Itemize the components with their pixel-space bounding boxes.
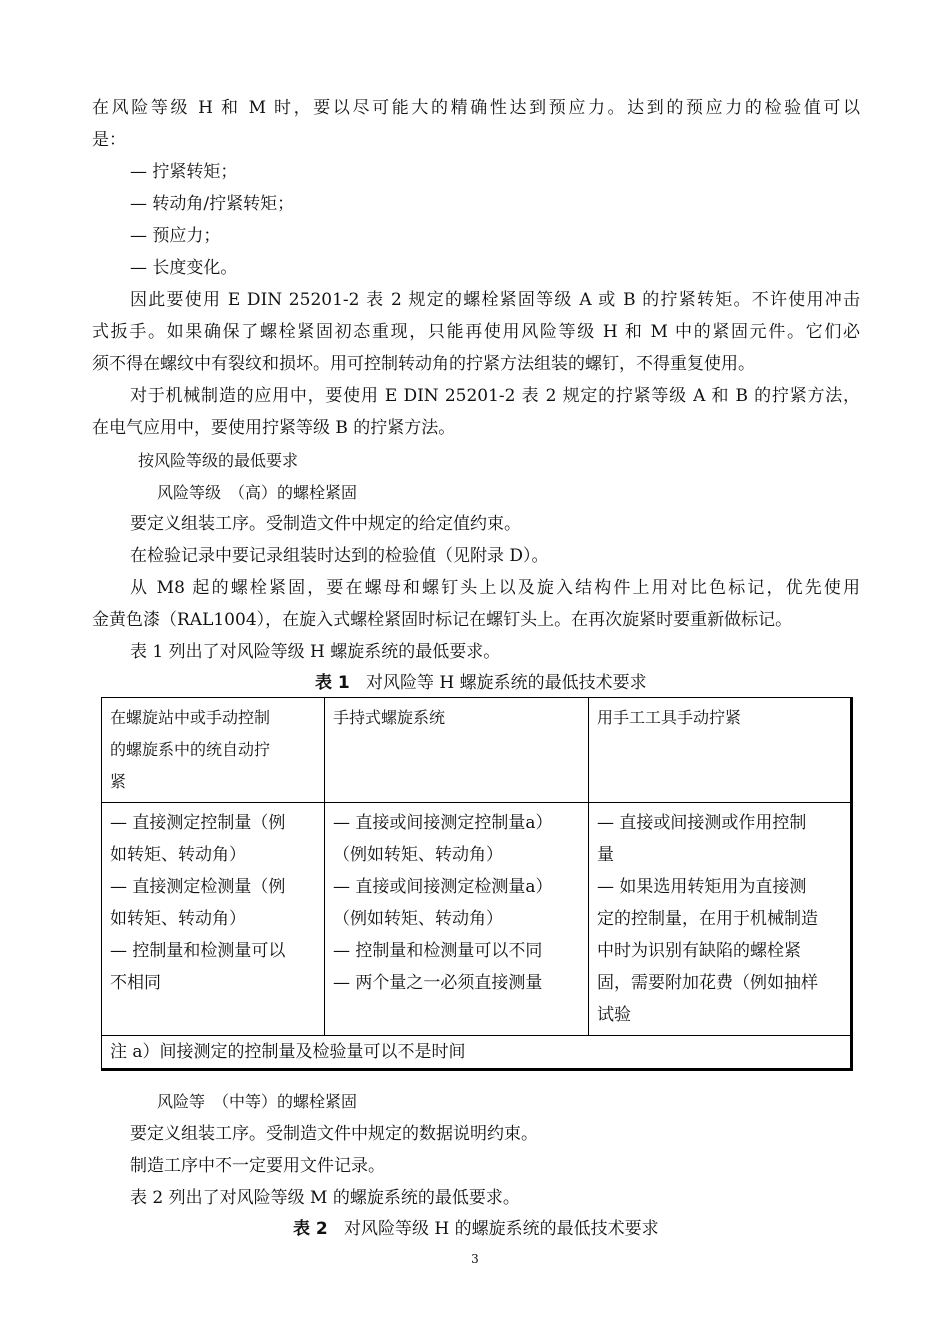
cell-line: — 直接测定控制量（例 — [110, 813, 286, 833]
header-line: 手持式螺旋系统 — [333, 708, 446, 727]
high-para-1: 要定义组装工序。受制造文件中规定的给定值约束。 — [130, 514, 521, 534]
para2-line-1: 因此要使用 E DIN 25201-2 表 2 规定的螺栓紧固等级 A 或 B 的拧紧转矩。不许使用冲击 — [130, 290, 860, 310]
cell-line: （例如转矩、转动角） — [333, 845, 503, 865]
cell-line: 量 — [597, 845, 614, 865]
table-cell — [325, 803, 589, 1036]
high-para-2: 在检验记录中要记录组装时达到的检验值（见附录 D）。 — [130, 546, 549, 566]
cell-line: 如转矩、转动角） — [110, 845, 246, 865]
table2-caption-text: 对风险等级 H 的螺旋系统的最低技术要求 — [343, 1219, 659, 1239]
high-para-3-line-1: 从 M8 起的螺栓紧固，要在螺母和螺钉头上以及旋入结构件上用对比色标记，优先使用 — [130, 578, 860, 598]
cell-line: （例如转矩、转动角） — [333, 909, 503, 929]
header-line: 的螺旋系中的统自动拧 — [110, 740, 271, 759]
cell-line: 如转矩、转动角） — [110, 909, 246, 929]
cell-line: 定的控制量，在用于机械制造 — [597, 909, 818, 929]
para2-line-2: 式扳手。如果确保了螺栓紧固初态重现，只能再使用风险等级 H 和 M 中的紧固元件。它们必 — [92, 322, 860, 342]
table-header-cell — [589, 698, 852, 803]
header-line: 在螺旋站中或手动控制 — [110, 708, 271, 727]
mid-para-1: 要定义组装工序。受制造文件中规定的数据说明约束。 — [130, 1124, 538, 1144]
cell-line: — 直接或间接测或作用控制 — [597, 813, 807, 833]
list-item: — 预应力； — [130, 226, 221, 246]
subheading-mid: 风险等 （中等）的螺栓紧固 — [157, 1092, 358, 1111]
cell-line: — 控制量和检测量可以不同 — [333, 941, 543, 961]
high-para-4: 表 1 列出了对风险等级 H 螺旋系统的最低要求。 — [130, 642, 501, 662]
table-header-cell — [102, 698, 325, 803]
para2-line-3: 须不得在螺纹中有裂纹和损坏。用可控制转动角的拧紧方法组装的螺钉，不得重复使用。 — [92, 354, 755, 374]
mid-para-3: 表 2 列出了对风险等级 M 的螺旋系统的最低要求。 — [130, 1188, 520, 1208]
table-cell — [589, 803, 852, 1036]
intro-line-2: 是： — [92, 130, 126, 150]
table2-caption — [293, 1216, 659, 1242]
cell-line: 不相同 — [110, 973, 161, 993]
para3-line-2: 在电气应用中，要使用拧紧等级 B 的拧紧方法。 — [92, 418, 456, 438]
section-heading: 按风险等级的最低要求 — [138, 451, 299, 470]
cell-line: — 两个量之一必须直接测量 — [333, 973, 543, 993]
table-header-cell — [325, 698, 589, 803]
mid-para-2: 制造工序中不一定要用文件记录。 — [130, 1156, 385, 1176]
header-line: 用手工工具手动拧紧 — [597, 708, 742, 727]
list-item: — 拧紧转矩； — [130, 162, 238, 182]
table-cell — [102, 803, 325, 1036]
table1-caption-label: 表 1 — [315, 673, 350, 693]
intro-line-1: 在风险等级 H 和 M 时，要以尽可能大的精确性达到预应力。达到的预应力的检验值可以 — [92, 98, 860, 118]
cell-line: 中时为识别有缺陷的螺栓紧 — [597, 941, 801, 961]
table-note-row — [102, 1036, 852, 1070]
page-number: 3 — [471, 1252, 479, 1266]
cell-line: — 控制量和检测量可以 — [110, 941, 286, 961]
subheading-high: 风险等级 （高）的螺栓紧固 — [157, 483, 358, 502]
table2-caption-label: 表 2 — [293, 1219, 328, 1239]
cell-line: — 直接或间接测定控制量a） — [333, 813, 553, 833]
high-para-3-line-2: 金黄色漆（RAL1004），在旋入式螺栓紧固时标记在螺钉头上。在再次旋紧时要重新做标记。 — [92, 610, 793, 630]
cell-line: — 直接或间接测定检测量a） — [333, 877, 553, 897]
cell-line: — 直接测定检测量（例 — [110, 877, 286, 897]
list-item: — 长度变化。 — [130, 258, 238, 278]
table-note: 注 a）间接测定的控制量及检验量可以不是时间 — [102, 1036, 852, 1070]
table-header-row — [102, 698, 852, 803]
cell-line: — 如果选用转矩用为直接测 — [597, 877, 807, 897]
table-row — [102, 803, 852, 1036]
cell-line: 试验 — [597, 1005, 631, 1025]
cell-line: 固，需要附加花费（例如抽样 — [597, 973, 818, 993]
table1 — [101, 697, 853, 1071]
header-line: 紧 — [110, 772, 127, 791]
table1-caption-text: 对风险等 H 螺旋系统的最低技术要求 — [365, 673, 647, 693]
list-item: — 转动角/拧紧转矩； — [130, 194, 295, 214]
para3-line-1: 对于机械制造的应用中，要使用 E DIN 25201-2 表 2 规定的拧紧等级 A 和 B 的拧紧方法， — [130, 386, 860, 406]
table1-caption — [315, 670, 647, 696]
